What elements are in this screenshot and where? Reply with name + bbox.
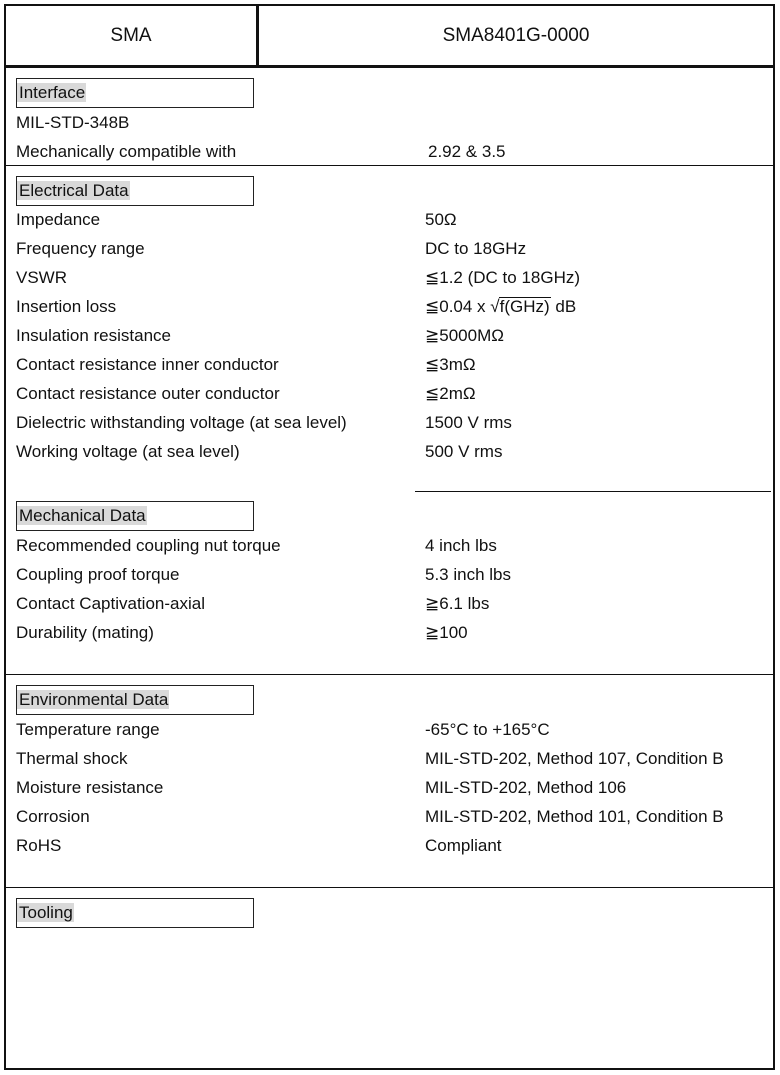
electrical-section (6, 165, 773, 491)
mechanical-section (6, 491, 773, 674)
spec-label: Coupling proof torque (16, 565, 180, 584)
datasheet (4, 4, 775, 1070)
spec-value (425, 292, 576, 321)
spec-label: Thermal shock (16, 749, 128, 768)
spec-value: ≦2mΩ (425, 384, 476, 403)
spec-value: 4 inch lbs (425, 536, 497, 555)
spec-value: MIL-STD-202, Method 101, Condition B (425, 807, 724, 826)
spec-label: Temperature range (16, 720, 160, 739)
spec-label: Recommended coupling nut torque (16, 536, 281, 555)
spec-label: Dielectric withstanding voltage (at sea level) (16, 413, 347, 432)
interface-section (6, 68, 773, 165)
spec-label: Corrosion (16, 807, 90, 826)
spec-value: ≧6.1 lbs (425, 594, 490, 613)
value-prefix: ≦0.04 x (425, 297, 491, 316)
divider (415, 491, 771, 492)
connector-family: SMA (6, 6, 259, 65)
spec-label: Contact Captivation-axial (16, 594, 205, 613)
spec-label: RoHS (16, 836, 62, 855)
spec-label: Working voltage (at sea level) (16, 442, 240, 461)
tooling-section (6, 887, 773, 1068)
header-bar (6, 6, 773, 68)
spec-value: -65°C to +165°C (425, 720, 550, 739)
radical-sign: √ (490, 297, 500, 316)
spec-value: ≧100 (425, 623, 468, 642)
interface-title: Interface (16, 78, 254, 108)
electrical-title: Electrical Data (16, 176, 254, 206)
spec-value: MIL-STD-202, Method 107, Condition B (425, 749, 724, 768)
spec-label: Frequency range (16, 239, 145, 258)
tooling-title: Tooling (16, 898, 254, 928)
spec-value: 1500 V rms (425, 413, 512, 432)
spec-value: ≦1.2 (DC to 18GHz) (425, 268, 581, 287)
spec-label: Moisture resistance (16, 778, 164, 797)
mechanical-title: Mechanical Data (16, 501, 254, 531)
spec-value: MIL-STD-202, Method 106 (425, 778, 627, 797)
spec-label: VSWR (16, 268, 67, 287)
spec-label: MIL-STD-348B (16, 113, 130, 132)
spec-label: Insulation resistance (16, 326, 171, 345)
environmental-title: Environmental Data (16, 685, 254, 715)
spec-value: 500 V rms (425, 442, 503, 461)
sqrt-argument: f(GHz) (499, 297, 550, 316)
spec-value: 2.92 & 3.5 (428, 142, 506, 161)
spec-label: Impedance (16, 210, 101, 229)
spec-label: Insertion loss (16, 297, 117, 316)
spec-value: DC to 18GHz (425, 239, 527, 258)
spec-label: Contact resistance inner conductor (16, 355, 279, 374)
value-suffix: dB (550, 297, 577, 316)
spec-label: Durability (mating) (16, 623, 154, 642)
spec-label: Mechanically compatible with (16, 142, 237, 161)
spec-value: ≧5000MΩ (425, 326, 504, 345)
spec-value: 5.3 inch lbs (425, 565, 511, 584)
spec-value: 50Ω (425, 210, 457, 229)
part-number: SMA8401G-0000 (442, 24, 590, 46)
spec-label: Contact resistance outer conductor (16, 384, 280, 403)
spec-value: Compliant (425, 836, 502, 855)
environmental-section (6, 674, 773, 887)
spec-value: ≦3mΩ (425, 355, 476, 374)
